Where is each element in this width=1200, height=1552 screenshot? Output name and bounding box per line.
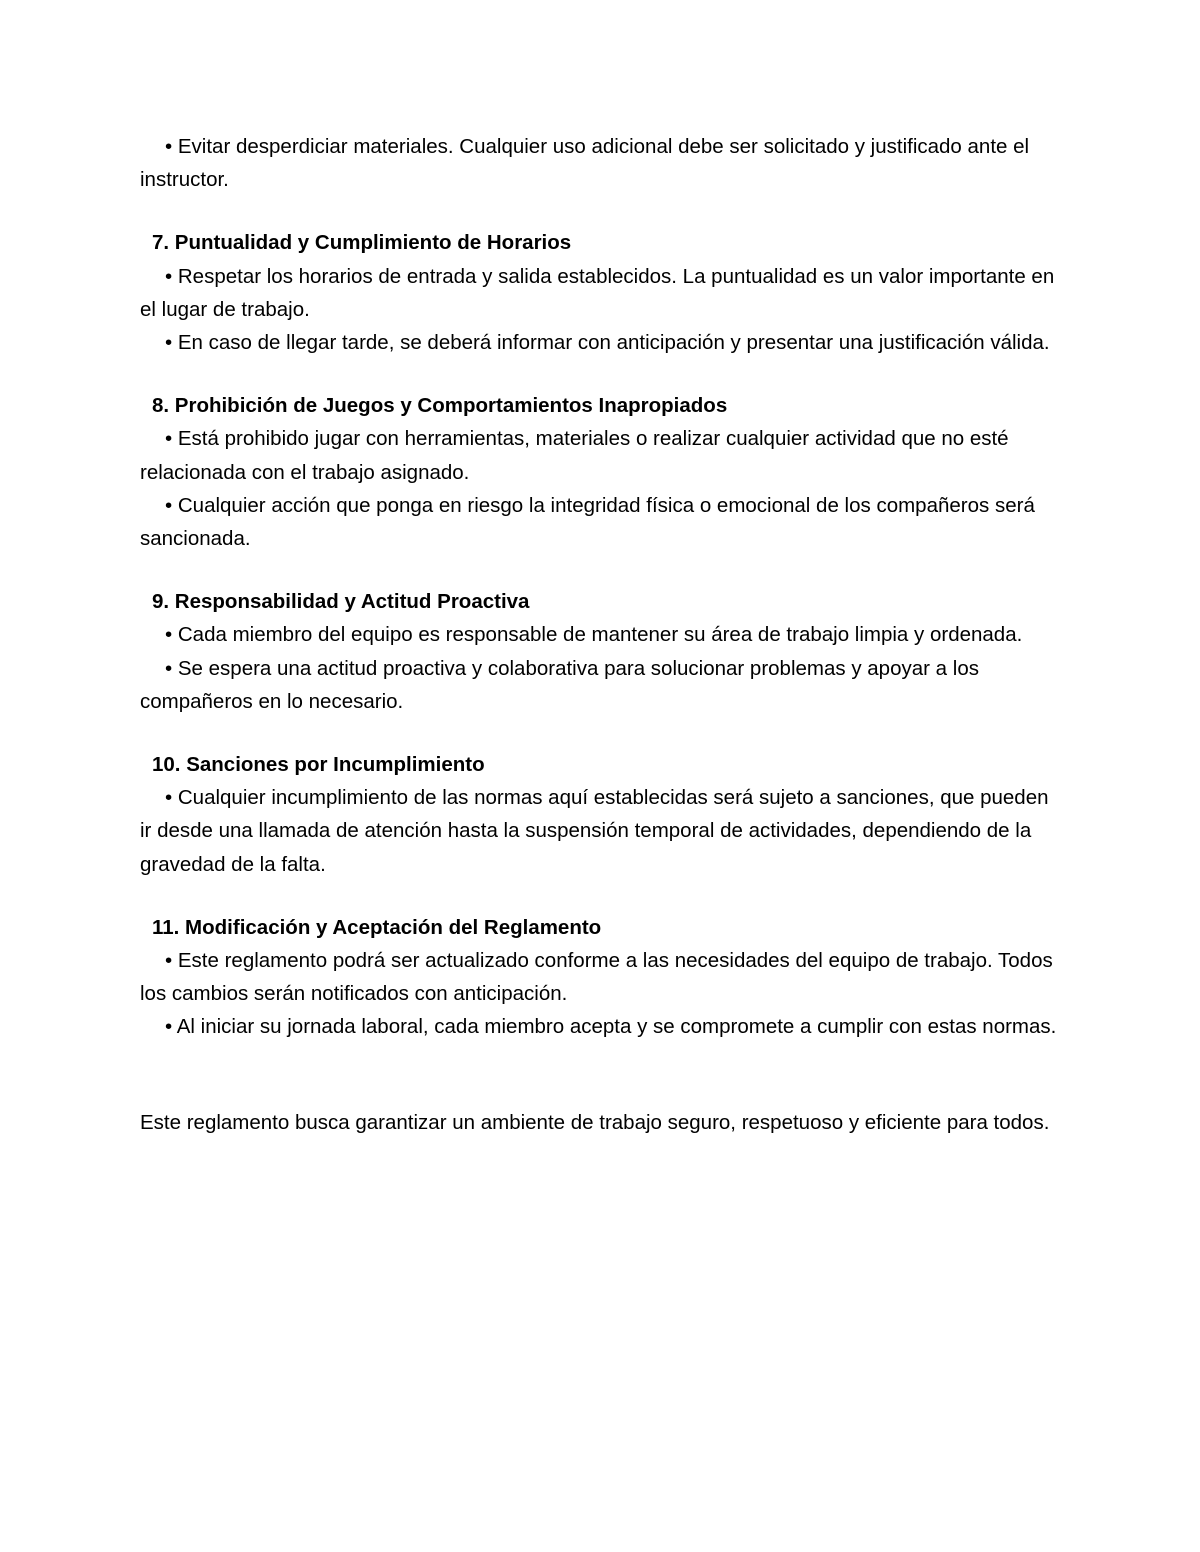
paragraph-spacer: [140, 881, 1060, 911]
list-item: • Evitar desperdiciar materiales. Cualquier uso adicional debe ser solicitado y justificado ante el instructor.: [140, 135, 1030, 192]
list-item: • Al iniciar su jornada laboral, cada miembro acepta y se compromete a cumplir con estas normas.: [165, 1015, 1057, 1039]
section-heading-7: 7. Puntualidad y Cumplimiento de Horarios: [152, 231, 572, 255]
section-heading-8: 8. Prohibición de Juegos y Comportamientos Inapropiados: [152, 394, 728, 418]
section-spacer: [140, 1044, 1060, 1106]
paragraph-spacer: [140, 196, 1060, 226]
list-item: • Cualquier incumplimiento de las normas aquí establecidas será sujeto a sanciones, que pueden ir desde una llamada de atención hasta la suspensión temporal de actividades, dependiendo de la gravedad de la falta.: [140, 786, 1049, 876]
section-heading-10: 10. Sanciones por Incumplimiento: [152, 753, 485, 777]
list-item: • Este reglamento podrá ser actualizado conforme a las necesidades del equipo de trabajo. Todos los cambios serán notificados con anticipación.: [140, 949, 1053, 1006]
list-item: • Cualquier acción que ponga en riesgo la integridad física o emocional de los compañeros será sancionada.: [140, 493, 1035, 551]
document-body: [140, 130, 1060, 1139]
list-item: • En caso de llegar tarde, se deberá informar con anticipación y presentar una justificación válida.: [165, 331, 1050, 355]
list-item: • Cada miembro del equipo es responsable de mantener su área de trabajo limpia y ordenada.: [165, 623, 1023, 647]
paragraph-spacer: [140, 718, 1060, 748]
section-heading-11: 11. Modificación y Aceptación del Reglamento: [152, 915, 602, 939]
paragraph-spacer: [140, 555, 1060, 585]
list-item: • Respetar los horarios de entrada y salida establecidos. La puntualidad es un valor importante en el lugar de trabajo.: [140, 264, 1055, 321]
list-item: • Se espera una actitud proactiva y colaborativa para solucionar problemas y apoyar a los compañeros en lo necesario.: [140, 656, 979, 713]
paragraph-spacer: [140, 359, 1060, 389]
list-item: • Está prohibido jugar con herramientas, materiales o realizar cualquier actividad que no esté relacionada con el trabajo asignado.: [140, 427, 1009, 484]
section-heading-9: 9. Responsabilidad y Actitud Proactiva: [152, 590, 530, 614]
closing-paragraph: Este reglamento busca garantizar un ambiente de trabajo seguro, respetuoso y eficiente para todos.: [140, 1110, 1050, 1134]
